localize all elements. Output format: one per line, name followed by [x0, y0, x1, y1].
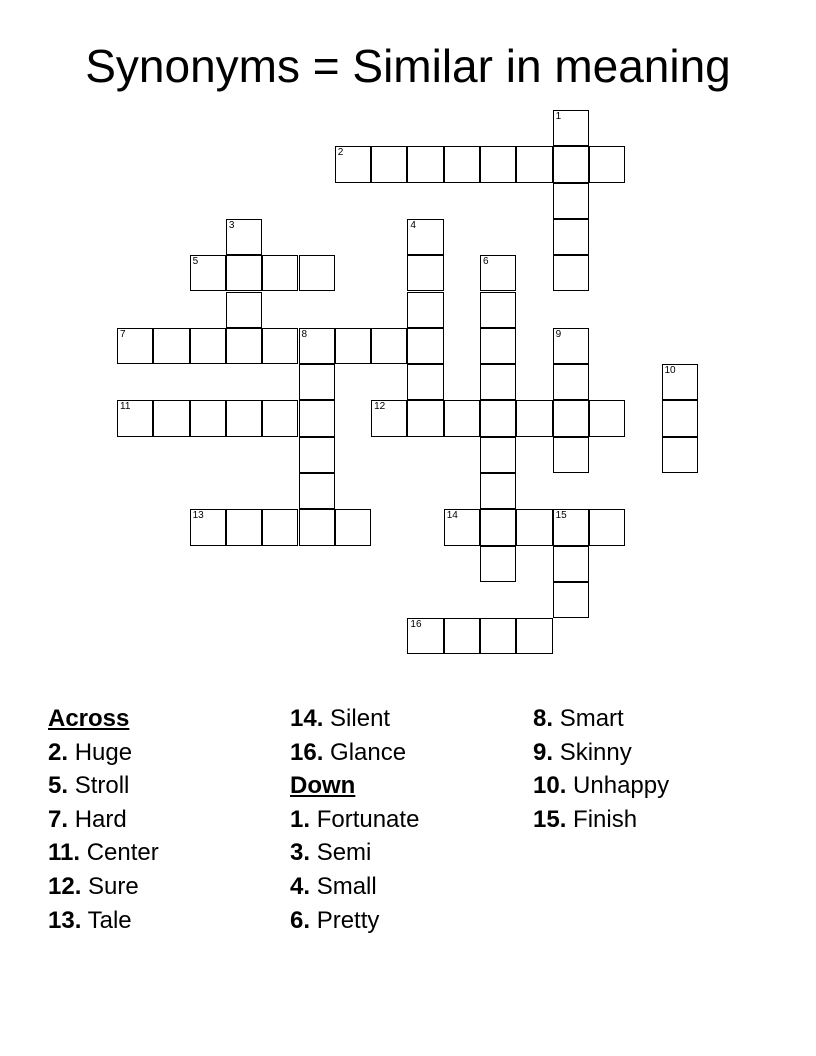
clue-item: [290, 803, 419, 837]
grid-cell[interactable]: [117, 400, 153, 436]
clue-item-text: Finish: [573, 805, 638, 833]
grid-cell[interactable]: [299, 473, 335, 509]
clue-item: [48, 803, 159, 837]
clue-item: [533, 736, 669, 770]
clue-item-text: Center: [86, 839, 159, 867]
clue-number-label: 6: [483, 256, 489, 268]
grid-cell[interactable]: [662, 364, 698, 400]
grid-cell[interactable]: [226, 255, 262, 291]
clue-item-text: Stroll: [74, 772, 130, 800]
grid-cell[interactable]: [299, 400, 335, 436]
clue-item-number: 15.: [533, 805, 567, 833]
grid-cell[interactable]: [153, 328, 189, 364]
grid-cell[interactable]: [407, 364, 443, 400]
grid-cell[interactable]: [407, 292, 443, 328]
grid-cell[interactable]: [553, 328, 589, 364]
grid-cell[interactable]: [226, 219, 262, 255]
clue-item-text: Smart: [559, 705, 624, 732]
grid-cell[interactable]: [190, 400, 226, 436]
clue-number-label: 12: [374, 401, 386, 413]
grid-cell[interactable]: [444, 146, 480, 182]
grid-cell[interactable]: [516, 509, 552, 545]
clue-item: [48, 870, 159, 904]
clue-item-number: 9.: [533, 738, 554, 766]
clue-item: [48, 904, 159, 938]
clue-item-text: Fortunate: [316, 805, 420, 833]
grid-cell[interactable]: [407, 255, 443, 291]
clue-item-number: 7.: [48, 805, 69, 833]
grid-cell[interactable]: [371, 328, 407, 364]
clue-item: [48, 769, 159, 803]
clue-number-label: 14: [446, 510, 458, 522]
clue-item-number: 4.: [290, 872, 311, 900]
clue-item: [290, 836, 419, 870]
grid-cell[interactable]: [117, 328, 153, 364]
clue-item-number: 3.: [290, 839, 311, 867]
grid-cell[interactable]: [407, 400, 443, 436]
grid-cell[interactable]: [553, 364, 589, 400]
grid-cell[interactable]: [299, 255, 335, 291]
grid-cell[interactable]: [516, 146, 552, 182]
clue-item-number: 12.: [48, 872, 82, 900]
clue-number-label: 11: [120, 401, 131, 413]
grid-cell[interactable]: [553, 183, 589, 219]
grid-cell[interactable]: [335, 146, 371, 182]
grid-cell[interactable]: [262, 255, 298, 291]
grid-cell[interactable]: [407, 618, 443, 654]
clue-item: [290, 736, 419, 770]
grid-cell[interactable]: [407, 146, 443, 182]
clue-column-2: [290, 702, 419, 937]
grid-cell[interactable]: [262, 509, 298, 545]
grid-cell[interactable]: [480, 618, 516, 654]
clue-item-text: Huge: [74, 738, 133, 766]
clue-item: [533, 769, 669, 803]
clue-number-label: 8: [301, 328, 308, 340]
clue-number-label: 15: [555, 510, 567, 522]
grid-cell[interactable]: [480, 437, 516, 473]
grid-cell[interactable]: [589, 146, 625, 182]
clue-item: [533, 702, 669, 736]
grid-cell[interactable]: [444, 400, 480, 436]
grid-cell[interactable]: [480, 509, 516, 545]
clue-item-number: 2.: [48, 738, 69, 766]
grid-cell[interactable]: [226, 509, 262, 545]
grid-cell[interactable]: [516, 400, 552, 436]
grid-cell[interactable]: [299, 364, 335, 400]
clue-item-text: Silent: [330, 705, 391, 732]
clue-item-text: Semi: [316, 839, 372, 867]
grid-cell[interactable]: [516, 618, 552, 654]
clue-item: [48, 736, 159, 770]
clue-item-text: Small: [316, 872, 377, 900]
grid-cell[interactable]: [190, 328, 226, 364]
clue-item-number: 14.: [290, 705, 324, 732]
grid-cell[interactable]: [262, 328, 298, 364]
grid-cell[interactable]: [589, 400, 625, 436]
grid-cell[interactable]: [262, 400, 298, 436]
clue-item-number: 8.: [533, 705, 554, 732]
grid-cell[interactable]: [480, 473, 516, 509]
clue-column-1: [48, 702, 159, 937]
clue-item-text: Skinny: [559, 738, 632, 766]
clue-item-number: 13.: [48, 906, 82, 934]
clue-number-label: 1: [555, 111, 562, 122]
clue-section-heading: Down: [290, 772, 356, 800]
clue-number-label: 9: [555, 328, 562, 340]
grid-cell[interactable]: [480, 400, 516, 436]
clue-item-text: Unhappy: [573, 772, 670, 800]
grid-cell[interactable]: [480, 328, 516, 364]
clue-number-label: 2: [337, 147, 344, 159]
grid-cell[interactable]: [153, 400, 189, 436]
grid-cell[interactable]: [299, 328, 335, 364]
clue-number-label: 7: [120, 328, 126, 340]
clue-item: [290, 702, 419, 736]
grid-cell[interactable]: [480, 546, 516, 582]
clue-item: [48, 836, 159, 870]
grid-cell[interactable]: [226, 400, 262, 436]
grid-cell[interactable]: [553, 146, 589, 182]
clue-item-text: Glance: [330, 738, 407, 766]
grid-cell[interactable]: [407, 219, 443, 255]
clue-number-label: 5: [192, 256, 199, 268]
clue-item-number: 1.: [290, 805, 311, 833]
clue-number-label: 13: [192, 510, 204, 522]
clue-item: [533, 803, 669, 837]
grid-cell[interactable]: [226, 328, 262, 364]
grid-cell[interactable]: [407, 328, 443, 364]
page-title: Synonyms = Similar in meaning: [85, 40, 731, 92]
clue-item: [290, 904, 419, 938]
clue-item-number: 16.: [290, 738, 324, 766]
grid-cell[interactable]: [444, 618, 480, 654]
grid-cell[interactable]: [480, 364, 516, 400]
clue-item-number: 11.: [48, 839, 81, 867]
clue-column-3: [533, 702, 669, 836]
clue-section-heading: Across: [48, 705, 130, 732]
grid-cell[interactable]: [226, 292, 262, 328]
grid-cell[interactable]: [589, 509, 625, 545]
grid-cell[interactable]: [662, 400, 698, 436]
clue-item-text: Tale: [87, 906, 132, 934]
grid-cell[interactable]: [553, 437, 589, 473]
grid-cell[interactable]: [335, 328, 371, 364]
grid-cell[interactable]: [335, 509, 371, 545]
clue-item-text: Sure: [88, 872, 139, 900]
grid-cell[interactable]: [299, 437, 335, 473]
clue-number-label: 3: [228, 219, 235, 231]
grid-cell[interactable]: [662, 437, 698, 473]
clue-item-number: 6.: [290, 906, 311, 934]
grid-cell[interactable]: [371, 400, 407, 436]
grid-cell[interactable]: [553, 509, 589, 545]
grid-cell[interactable]: [444, 509, 480, 545]
clue-item-text: Hard: [74, 805, 127, 833]
grid-cell[interactable]: [371, 146, 407, 182]
clue-item-text: Pretty: [316, 906, 380, 934]
grid-cell[interactable]: [190, 255, 226, 291]
grid-cell[interactable]: [553, 546, 589, 582]
clue-number-label: 10: [664, 365, 676, 377]
grid-cell[interactable]: [190, 509, 226, 545]
clue-item-number: 5.: [48, 772, 69, 800]
clue-item: [290, 870, 419, 904]
grid-cell[interactable]: [553, 255, 589, 291]
clue-number-label: 16: [410, 619, 422, 631]
grid-cell[interactable]: [553, 219, 589, 255]
clue-number-label: 4: [410, 219, 416, 231]
grid-cell[interactable]: [553, 400, 589, 436]
grid-cell[interactable]: [299, 509, 335, 545]
grid-cell[interactable]: [553, 110, 589, 146]
grid-cell[interactable]: [553, 582, 589, 618]
grid-cell[interactable]: [480, 255, 516, 291]
clue-item-number: 10.: [533, 772, 567, 800]
grid-cell[interactable]: [480, 292, 516, 328]
grid-cell[interactable]: [480, 146, 516, 182]
